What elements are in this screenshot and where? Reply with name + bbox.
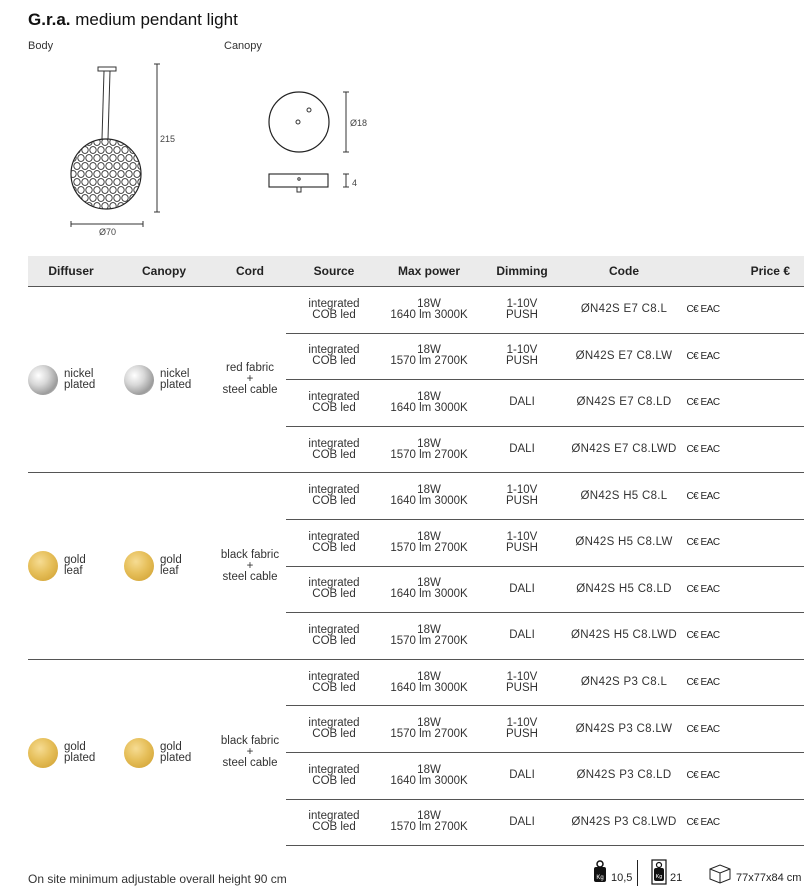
cord-line1: black fabric: [220, 735, 280, 748]
price-cell: [726, 659, 804, 706]
price-cell: [726, 473, 804, 520]
body-height-label: 215: [160, 134, 176, 144]
power-watts: 18W: [417, 763, 441, 776]
power-lumens: 1570 lm 2700K: [390, 821, 468, 834]
power-cell: [382, 287, 476, 334]
body-label: Body: [28, 40, 54, 52]
dimming-line1: DALI: [509, 815, 535, 828]
source-cell: [286, 566, 382, 613]
cord-line1: red fabric: [226, 362, 274, 375]
source-line1: integrated: [308, 670, 360, 683]
globe-cell: [70, 139, 76, 146]
body-cord-right: [108, 71, 110, 139]
page-title: [28, 10, 238, 30]
canopy-finish-line2: plated: [160, 378, 192, 391]
canopy-cell: [114, 659, 214, 845]
source-cell: [286, 752, 382, 799]
source-cell: [286, 799, 382, 846]
cord-line2: steel cable: [222, 384, 278, 397]
diffuser-finish-line1: gold: [64, 554, 86, 567]
source-line1: integrated: [308, 810, 360, 823]
cord-cell: [214, 473, 286, 659]
source-line2: COB led: [312, 308, 356, 321]
source-line2: COB led: [312, 634, 356, 647]
cord-line2: steel cable: [222, 757, 278, 770]
globe-cell: [74, 147, 80, 154]
table-row: [28, 473, 804, 520]
dimming-line2: PUSH: [506, 355, 538, 368]
globe-cell: [142, 187, 148, 194]
canopy-swatch: [124, 551, 154, 581]
canopy-diameter-label: Ø18: [350, 118, 368, 128]
canopy-swatch: [124, 738, 154, 768]
source-cell: [286, 519, 382, 566]
code-cell: ØN42S H5 C8.LD: [568, 566, 680, 613]
globe-cell: [142, 171, 148, 178]
cord-line2: steel cable: [222, 570, 278, 583]
dimming-line1: 1-10V: [506, 484, 538, 497]
certification-marks: C€ EAC: [680, 659, 726, 706]
cord-line1: black fabric: [220, 548, 280, 561]
diffuser-finish-line1: gold: [64, 740, 86, 753]
canopy-finish-line2: plated: [160, 751, 192, 764]
certification-marks: C€ EAC: [680, 613, 726, 660]
canopy-side-stem: [297, 187, 301, 192]
globe-cell: [146, 163, 152, 170]
price-cell: [726, 519, 804, 566]
header-diffuser: Diffuser: [28, 256, 114, 287]
diffuser-finish-line2: plated: [64, 751, 96, 764]
source-line2: COB led: [312, 821, 356, 834]
diffuser-finish-line1: nickel: [64, 367, 94, 380]
source-line1: integrated: [308, 344, 360, 357]
canopy-finish-line2: leaf: [160, 565, 179, 578]
globe-cell: [134, 203, 140, 210]
diffuser-finish-line2: plated: [64, 378, 96, 391]
dimming-line1: DALI: [509, 769, 535, 782]
dimming-line1: 1-10V: [506, 717, 538, 730]
certification-marks: C€ EAC: [680, 473, 726, 520]
power-cell: [382, 566, 476, 613]
header-dimming: Dimming: [476, 256, 568, 287]
globe-cell: [142, 139, 148, 146]
globe-cell: [142, 203, 148, 210]
source-line1: integrated: [308, 530, 360, 543]
power-lumens: 1570 lm 2700K: [390, 728, 468, 741]
diffuser-swatch: [28, 738, 58, 768]
code-cell: ØN42S H5 C8.LW: [568, 519, 680, 566]
dimming-line2: PUSH: [506, 308, 538, 321]
header-code: Code: [568, 256, 680, 287]
dimming-line1: 1-10V: [506, 530, 538, 543]
power-watts: 18W: [417, 344, 441, 357]
source-cell: [286, 380, 382, 427]
cord-cell: [214, 287, 286, 473]
power-lumens: 1570 lm 2700K: [390, 541, 468, 554]
source-line2: COB led: [312, 541, 356, 554]
canopy-finish-line1: gold: [160, 740, 182, 753]
globe-cell: [70, 203, 76, 210]
source-cell: [286, 706, 382, 753]
footer-note: On site minimum adjustable overall height 90 cm: [28, 872, 287, 886]
dimming-line1: 1-10V: [506, 670, 538, 683]
power-watts: 18W: [417, 484, 441, 497]
globe-cell: [138, 195, 144, 202]
certification-marks: C€ EAC: [680, 426, 726, 473]
power-cell: [382, 659, 476, 706]
dimming-cell: [476, 566, 568, 613]
weight-divider: [637, 860, 638, 886]
source-line2: COB led: [312, 355, 356, 368]
svg-text:Kg: Kg: [596, 875, 604, 881]
globe-cell: [146, 147, 152, 154]
code-cell: ØN42S E7 C8.L: [568, 287, 680, 334]
dimming-line2: PUSH: [506, 728, 538, 741]
price-cell: [726, 799, 804, 846]
code-cell: ØN42S P3 C8.LD: [568, 752, 680, 799]
code-cell: ØN42S E7 C8.LD: [568, 380, 680, 427]
certification-marks: C€ EAC: [680, 519, 726, 566]
source-cell: [286, 659, 382, 706]
source-line2: COB led: [312, 588, 356, 601]
certification-marks: C€ EAC: [680, 752, 726, 799]
package-icon: [708, 862, 732, 884]
price-cell: [726, 752, 804, 799]
gross-weight-value: 21: [670, 872, 683, 884]
dimming-cell: [476, 613, 568, 660]
diffuser-cell: [28, 659, 114, 845]
power-watts: 18W: [417, 670, 441, 683]
power-cell: [382, 752, 476, 799]
source-cell: [286, 613, 382, 660]
dimming-cell: [476, 659, 568, 706]
dimming-cell: [476, 473, 568, 520]
dimming-cell: [476, 752, 568, 799]
dimming-cell: [476, 380, 568, 427]
dimming-line2: PUSH: [506, 681, 538, 694]
power-watts: 18W: [417, 810, 441, 823]
globe-cell: [146, 195, 152, 202]
dimming-line2: PUSH: [506, 541, 538, 554]
dimming-cell: [476, 519, 568, 566]
globe-cell: [78, 139, 84, 146]
price-cell: [726, 426, 804, 473]
globe-cell: [126, 203, 132, 210]
source-line1: integrated: [308, 390, 360, 403]
table-header-row: [28, 256, 804, 287]
body-ceiling-plate: [98, 67, 116, 71]
power-cell: [382, 333, 476, 380]
power-cell: [382, 519, 476, 566]
source-line1: integrated: [308, 297, 360, 310]
source-line2: COB led: [312, 495, 356, 508]
source-line1: integrated: [308, 763, 360, 776]
price-cell: [726, 287, 804, 334]
source-line1: integrated: [308, 484, 360, 497]
source-line1: integrated: [308, 623, 360, 636]
dimming-cell: [476, 426, 568, 473]
canopy-label: Canopy: [224, 40, 262, 52]
source-line2: COB led: [312, 681, 356, 694]
diffuser-cell: [28, 287, 114, 473]
power-cell: [382, 426, 476, 473]
header-marks: [680, 256, 726, 287]
dimming-line2: PUSH: [506, 495, 538, 508]
power-cell: [382, 613, 476, 660]
product-name: medium pendant light: [75, 10, 238, 29]
canopy-finish-line1: gold: [160, 554, 182, 567]
dimming-cell: [476, 333, 568, 380]
code-cell: ØN42S E7 C8.LW: [568, 333, 680, 380]
certification-marks: C€ EAC: [680, 380, 726, 427]
power-lumens: 1640 lm 3000K: [390, 681, 468, 694]
power-lumens: 1640 lm 3000K: [390, 588, 468, 601]
code-cell: ØN42S E7 C8.LWD: [568, 426, 680, 473]
body-diameter-label: Ø70: [99, 227, 117, 237]
source-cell: [286, 287, 382, 334]
diffuser-cell: [28, 473, 114, 659]
header-source: Source: [286, 256, 382, 287]
canopy-finish-line1: nickel: [160, 367, 190, 380]
net-weight-icon: [592, 859, 608, 885]
source-line2: COB led: [312, 774, 356, 787]
price-cell: [726, 566, 804, 613]
dimming-cell: [476, 287, 568, 334]
power-lumens: 1640 lm 3000K: [390, 774, 468, 787]
power-cell: [382, 706, 476, 753]
header-canopy: Canopy: [114, 256, 214, 287]
table-row: [28, 287, 804, 334]
globe-cell: [126, 139, 132, 146]
power-lumens: 1640 lm 3000K: [390, 495, 468, 508]
source-line1: integrated: [308, 717, 360, 730]
canopy-cell: [114, 287, 214, 473]
header-cord: Cord: [214, 256, 286, 287]
power-lumens: 1570 lm 2700K: [390, 355, 468, 368]
globe-cell: [138, 147, 144, 154]
certification-marks: C€ EAC: [680, 287, 726, 334]
price-cell: [726, 706, 804, 753]
power-lumens: 1570 lm 2700K: [390, 448, 468, 461]
package-dimensions: 77x77x84 cm: [736, 872, 802, 884]
source-cell: [286, 426, 382, 473]
certification-marks: C€ EAC: [680, 566, 726, 613]
source-line1: integrated: [308, 577, 360, 590]
cord-plus: +: [246, 559, 254, 572]
power-watts: 18W: [417, 623, 441, 636]
canopy-swatch: [124, 365, 154, 395]
brand-name: G.r.a.: [28, 10, 71, 29]
dimming-line1: DALI: [509, 582, 535, 595]
canopy-top-view: [269, 92, 329, 152]
source-cell: [286, 473, 382, 520]
source-line2: COB led: [312, 401, 356, 414]
power-watts: 18W: [417, 297, 441, 310]
power-watts: 18W: [417, 530, 441, 543]
certification-marks: C€ EAC: [680, 706, 726, 753]
svg-text:Kg: Kg: [655, 874, 663, 880]
diffuser-finish-line2: leaf: [64, 565, 83, 578]
source-line2: COB led: [312, 448, 356, 461]
dimming-line1: 1-10V: [506, 344, 538, 357]
body-cord-left: [102, 71, 104, 139]
diffuser-swatch: [28, 365, 58, 395]
canopy-cell: [114, 473, 214, 659]
power-watts: 18W: [417, 577, 441, 590]
power-cell: [382, 380, 476, 427]
globe-cell: [146, 179, 152, 186]
spec-table: [28, 256, 804, 846]
certification-marks: C€ EAC: [680, 333, 726, 380]
power-watts: 18W: [417, 390, 441, 403]
price-cell: [726, 380, 804, 427]
certification-marks: C€ EAC: [680, 799, 726, 846]
source-line2: COB led: [312, 728, 356, 741]
code-cell: ØN42S P3 C8.LWD: [568, 799, 680, 846]
code-cell: ØN42S H5 C8.LWD: [568, 613, 680, 660]
code-cell: ØN42S P3 C8.L: [568, 659, 680, 706]
dimming-cell: [476, 706, 568, 753]
dimming-cell: [476, 799, 568, 846]
price-cell: [726, 613, 804, 660]
gross-weight-icon: [651, 859, 667, 885]
power-watts: 18W: [417, 437, 441, 450]
price-cell: [726, 333, 804, 380]
globe-cell: [134, 139, 140, 146]
canopy-drawing: [262, 88, 352, 196]
source-line1: integrated: [308, 437, 360, 450]
power-lumens: 1640 lm 3000K: [390, 308, 468, 321]
globe-cell: [74, 195, 80, 202]
cord-plus: +: [246, 746, 254, 759]
header-max-power: Max power: [382, 256, 476, 287]
diffuser-swatch: [28, 551, 58, 581]
dimming-line1: DALI: [509, 396, 535, 409]
dimming-line1: DALI: [509, 443, 535, 456]
cord-cell: [214, 659, 286, 845]
canopy-depth-label: 4: [352, 178, 358, 188]
code-cell: ØN42S P3 C8.LW: [568, 706, 680, 753]
source-cell: [286, 333, 382, 380]
power-lumens: 1640 lm 3000K: [390, 401, 468, 414]
power-cell: [382, 799, 476, 846]
header-price: Price €: [726, 256, 804, 287]
power-watts: 18W: [417, 717, 441, 730]
code-cell: ØN42S H5 C8.L: [568, 473, 680, 520]
globe-cell: [142, 155, 148, 162]
power-cell: [382, 473, 476, 520]
dimming-line1: DALI: [509, 629, 535, 642]
net-weight-value: 10,5: [611, 872, 633, 884]
globe-cell: [78, 203, 84, 210]
table-row: [28, 659, 804, 706]
cord-plus: +: [246, 373, 254, 386]
power-lumens: 1570 lm 2700K: [390, 634, 468, 647]
dimming-line1: 1-10V: [506, 297, 538, 310]
body-drawing: [60, 60, 170, 240]
